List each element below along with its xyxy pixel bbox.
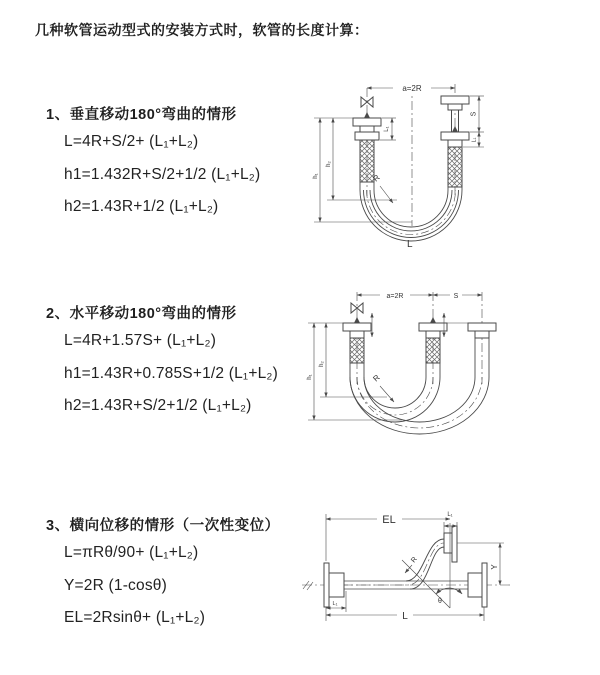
- section-1-heading: 1、垂直移动180°弯曲的情形: [46, 107, 237, 123]
- right-flange: [482, 563, 487, 607]
- centerlines: [357, 292, 482, 384]
- dim-l1-right-label: L₁: [471, 137, 478, 143]
- dim-h2-label: h₂: [319, 361, 325, 367]
- up-arrow-icon: [430, 317, 436, 323]
- dim-s-label: S: [470, 111, 478, 117]
- up-arrow-icon: [364, 112, 370, 118]
- formula-line: h1=1.432R+S/2+1/2 (L₁+L₂): [64, 165, 261, 183]
- diagram-3-svg: [298, 503, 592, 655]
- break-mark-icon: [307, 582, 313, 590]
- up-arrow-icon: [452, 126, 458, 132]
- dim-a-label: a=2R: [386, 293, 404, 300]
- valve-icon: [367, 97, 373, 107]
- dim-h2-label: h₂: [326, 161, 332, 167]
- up-arrow-icon: [354, 317, 360, 323]
- dim-h1-label: h₁: [313, 173, 319, 179]
- top-flange-hub: [444, 533, 452, 553]
- radius-leader: [380, 386, 394, 402]
- formula-line: L=4R+S/2+ (L₁+L₂): [64, 133, 199, 150]
- left-flange: [324, 563, 329, 607]
- formula-line: Y=2R (1-cosθ): [64, 576, 167, 594]
- formula-line: EL=2Rsinθ+ (L₁+L₂): [64, 609, 206, 626]
- dim-h1-label: h₁: [307, 374, 313, 380]
- dim-l1-left-label: L₁: [332, 601, 338, 607]
- diagram-horizontal-180-bend: [302, 282, 588, 450]
- dim-y-label: Y: [490, 564, 499, 570]
- angle-label: θ: [438, 598, 442, 605]
- right-fitting-two-positions: [441, 96, 469, 187]
- dim-el-label: EL: [382, 514, 396, 526]
- section-3-formulas: [64, 537, 205, 635]
- left-flange-hub: [329, 573, 344, 597]
- fittings: [343, 303, 496, 363]
- section-3-heading: 3、横向位移的情形（一次性变位）: [46, 518, 280, 534]
- hose-bend-arcs: [350, 338, 489, 434]
- top-flange: [452, 526, 457, 562]
- right-flange-hub: [468, 573, 482, 597]
- braided-hose-section: [426, 338, 440, 363]
- radius-label: R: [410, 555, 419, 565]
- length-label: L: [407, 239, 413, 250]
- diagram-2-svg: [302, 282, 588, 450]
- radius-label: R: [371, 372, 382, 384]
- radius-label: R: [371, 172, 382, 184]
- braided-hose-section: [448, 147, 462, 187]
- section-1-formulas: [64, 126, 260, 224]
- valve-icon: [351, 303, 357, 313]
- valve-icon: [357, 303, 363, 313]
- dim-a-and-s: [357, 289, 496, 323]
- dim-l1-left-label: L₁: [384, 126, 390, 132]
- valve-icon: [361, 97, 367, 107]
- dim-l1-top-label: L₁: [447, 512, 453, 518]
- diagram-vertical-180-bend: [302, 76, 588, 256]
- dim-el: [326, 512, 453, 608]
- page-title: 几种软管运动型式的安装方式时，软管的长度计算：: [35, 22, 369, 38]
- formula-line: L=4R+1.57S+ (L₁+L₂): [64, 332, 217, 349]
- diagram-1-svg: [302, 76, 588, 256]
- centerlines: [367, 84, 455, 226]
- formula-line: h1=1.43R+0.785S+1/2 (L₁+L₂): [64, 364, 278, 382]
- dim-l-label: L: [402, 611, 408, 622]
- section-2-heading: 2、水平移动180°弯曲的情形: [46, 306, 237, 322]
- hose-bend-arcs: [360, 182, 462, 241]
- formula-line: h2=1.43R+S/2+1/2 (L₁+L₂): [64, 397, 252, 414]
- dim-a-label: a=2R: [402, 84, 422, 93]
- braided-hose-section: [350, 338, 364, 363]
- flanges: [324, 526, 487, 607]
- section-2-formulas: [64, 325, 278, 423]
- formula-line: h2=1.43R+1/2 (L₁+L₂): [64, 198, 219, 215]
- diagram-lateral-displacement: [298, 503, 592, 655]
- dim-s-label: S: [453, 293, 459, 300]
- formula-line: L=πRθ/90+ (L₁+L₂): [64, 544, 199, 561]
- hose-displaced-position: [344, 539, 444, 589]
- radius-leader: [380, 186, 393, 203]
